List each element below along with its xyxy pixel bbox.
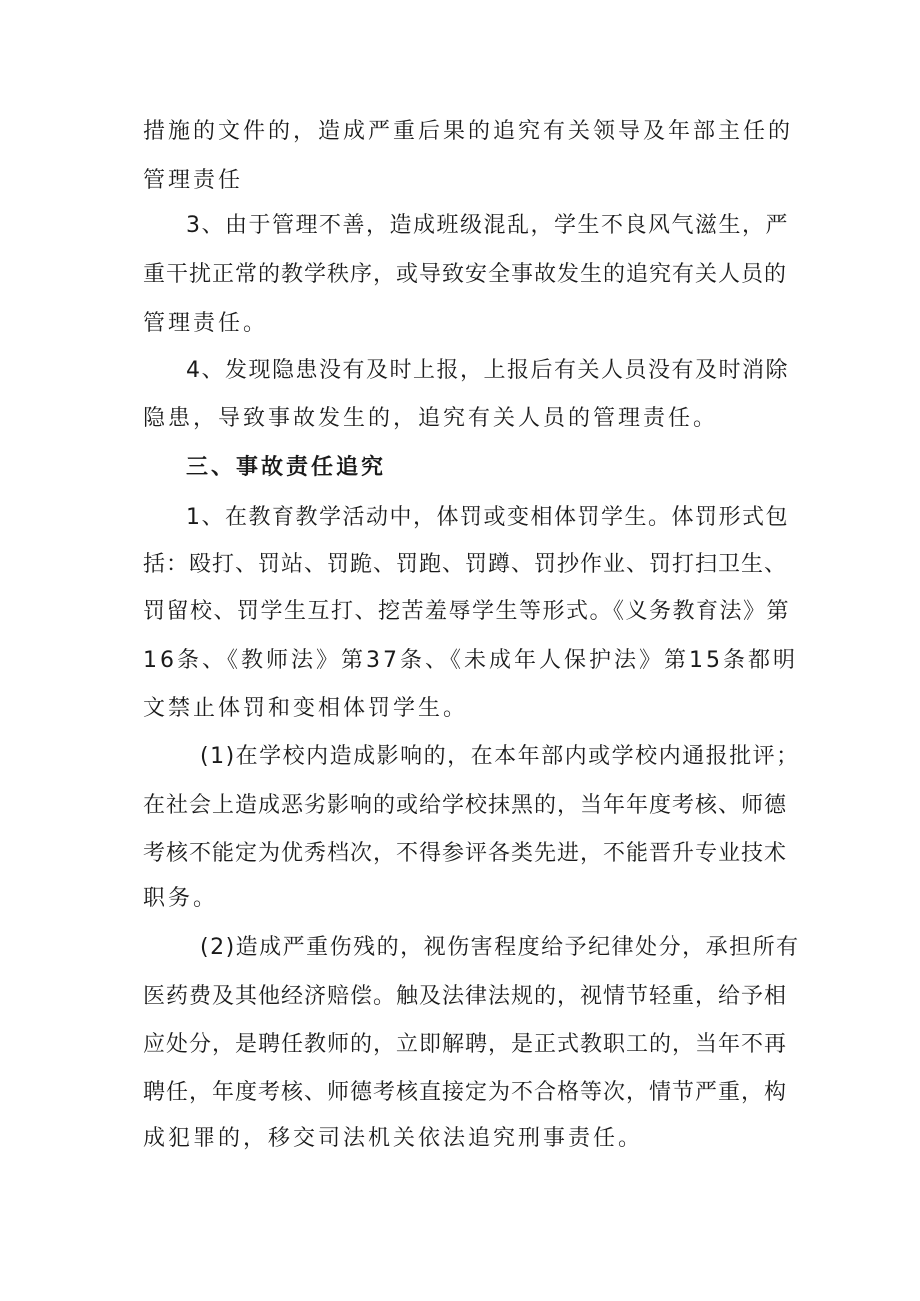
text-line: 考核不能定为优秀档次，不得参评各类先进，不能晋升专业技术 — [143, 841, 788, 866]
text-line: 职务。 — [143, 886, 219, 911]
text-line: 应处分，是聘任教师的，立即解聘，是正式教职工的，当年不再 — [143, 1032, 788, 1057]
text-line: 16条、《教师法》第37条、《未成年人保护法》第15条都明 — [143, 648, 798, 673]
paragraph-start-line: 3、由于管理不善，造成班级混乱，学生不良风气滋生，严 — [186, 213, 789, 238]
text-line: 管理责任 — [143, 168, 244, 193]
text-line: 文禁止体罚和变相体罚学生。 — [143, 696, 469, 721]
text-line: 重干扰正常的教学秩序，或导致安全事故发生的追究有关人员的 — [143, 262, 788, 287]
text-line: 医药费及其他经济赔偿。触及法律法规的，视情节轻重，给予相 — [143, 984, 788, 1009]
text-line: 在社会上造成恶劣影响的或给学校抹黑的，当年年度考核、师德 — [143, 793, 788, 818]
text-line: 罚留校、罚学生互打、挖苦羞辱学生等形式。《义务教育法》第 — [143, 599, 791, 624]
paragraph-start-line: (1)在学校内造成影响的，在本年部内或学校内通报批评； — [200, 744, 800, 769]
text-line: 聘任，年度考核、师德考核直接定为不合格等次，情节严重，构 — [143, 1080, 788, 1105]
text-line: 措施的文件的，造成严重后果的追究有关领导及年部主任的 — [143, 119, 794, 144]
text-line: 隐患，导致事故发生的，追究有关人员的管理责任。 — [143, 406, 719, 431]
paragraph-start-line: (2)造成严重伤残的，视伤害程度给予纪律处分，承担所有 — [200, 935, 800, 960]
paragraph-start-line: 4、发现隐患没有及时上报，上报后有关人员没有及时消除 — [186, 358, 789, 383]
section-heading: 三、事故责任追究 — [186, 455, 387, 480]
paragraph-start-line: 1、在教育教学活动中，体罚或变相体罚学生。体罚形式包 — [186, 505, 789, 530]
text-line: 括：殴打、罚站、罚跪、罚跑、罚蹲、罚抄作业、罚打扫卫生、 — [143, 552, 788, 577]
text-line: 管理责任。 — [143, 311, 269, 336]
text-line: 成犯罪的，移交司法机关依法追究刑事责任。 — [143, 1126, 644, 1151]
